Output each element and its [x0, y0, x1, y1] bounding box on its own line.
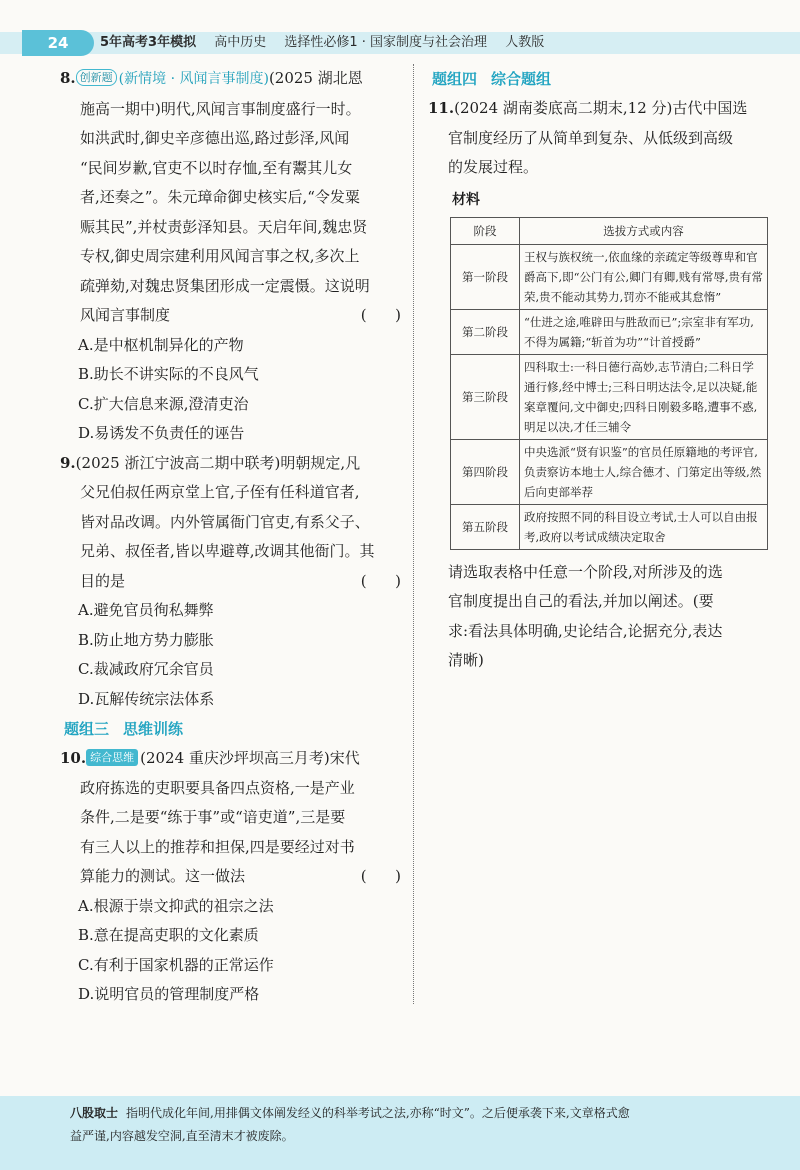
q9-text-2: 父兄伯叔任两京堂上官,子侄有任科道官者,	[80, 483, 360, 501]
q10-text-2: 政府拣选的吏职要具备四点资格,一是产业	[80, 778, 355, 797]
book-series: 5年高考3年模拟	[100, 35, 197, 50]
group-3-name: 思维训练	[123, 720, 184, 738]
group-3-label: 题组三	[64, 720, 110, 738]
table-cell-stage: 第一阶段	[451, 244, 520, 309]
footer-note	[0, 1096, 800, 1170]
table-header-stage: 阶段	[451, 217, 520, 244]
q8-stem-end	[60, 301, 405, 331]
answer-blank[interactable]: ( )	[360, 867, 401, 885]
question-8	[60, 64, 405, 449]
footer-term: 八股取士	[70, 1106, 119, 1120]
footer-line-1	[70, 1102, 770, 1125]
table-cell-content: 政府按照不同的科目设立考试,士人可以自由报考,政府以考试成绩决定取舍	[520, 504, 768, 549]
table-cell-stage: 第五阶段	[451, 504, 520, 549]
q8-context: (新情境 · 风闻言事制度)	[118, 71, 269, 87]
table-cell-content: 中央选派“贤有识鉴”的官员任原籍地的考评官,负责察访本地士人,综合德才、门第定出等级,然后向吏部举荐	[520, 439, 768, 504]
q10-stem-end	[60, 862, 405, 892]
table-cell-content: 王权与族权统一,依血缘的亲疏定等级尊卑和官爵高下,即“公门有公,卿门有卿,贱有常辱,贵有常荣,贵不能动其势力,罚亦不能戒其怠惰”	[520, 244, 768, 309]
right-column	[428, 64, 773, 676]
selection-methods-table	[450, 217, 768, 550]
q8-text-3: 如洪武时,御史辛彦德出巡,路过彭泽,风闻	[80, 129, 350, 147]
q11-number: 11.	[428, 99, 455, 117]
q11-text-3: 的发展过程。	[448, 158, 539, 176]
group-4-name: 综合题组	[491, 70, 552, 88]
q10-number: 10.	[60, 749, 87, 767]
question-11	[428, 94, 773, 676]
q9-text-1: (2025 浙江宁波高二期中联考)明朝规定,凡	[75, 453, 361, 472]
q8-option-c[interactable]: C.扩大信息来源,澄清吏治	[78, 394, 249, 413]
group-4-heading	[432, 64, 773, 94]
q9-text-3: 皆对品改调。内外管属衙门官吏,有系父子、	[80, 512, 370, 531]
footer-text	[70, 1102, 770, 1148]
table-header-row	[451, 217, 768, 244]
q10-option-b[interactable]: B.意在提高吏职的文化素质	[78, 926, 259, 944]
q9-option-d[interactable]: D.瓦解传统宗法体系	[78, 689, 215, 708]
table-row	[451, 244, 768, 309]
page-number: 24	[22, 30, 94, 56]
q8-option-b[interactable]: B.助长不讲实际的不良风气	[78, 365, 259, 383]
q9-text-4: 兄弟、叔侄者,皆以卑避尊,改调其他衙门。其	[80, 542, 375, 560]
q9-option-a[interactable]: A.避免官员徇私舞弊	[78, 601, 214, 619]
q8-option-d[interactable]: D.易诱发不负责任的诬告	[78, 424, 245, 442]
q10-line-1	[60, 744, 405, 774]
q10-text-4: 有三人以上的推荐和担保,四是要经过对书	[80, 837, 355, 856]
innovation-tag: 创新题	[76, 69, 117, 86]
material-title: 材料	[452, 191, 480, 208]
q11-text-1: (2024 湖南娄底高二期末,12 分)古代中国选	[454, 99, 748, 117]
table-row	[451, 309, 768, 354]
q10-option-a[interactable]: A.根源于崇文抑武的祖宗之法	[78, 896, 274, 915]
q8-text-1: (2025 湖北恩	[268, 69, 363, 87]
column-divider	[413, 64, 414, 1004]
q9-number: 9.	[60, 453, 76, 472]
table-header-content: 选拔方式或内容	[520, 217, 768, 244]
q8-number: 8.	[60, 69, 76, 87]
q11-prompt-2: 官制度提出自己的看法,并加以阐述。(要	[448, 592, 714, 610]
table-cell-stage: 第二阶段	[451, 309, 520, 354]
footer-definition-1: 指明代成化年间,用排偶文体阐发经义的科举考试之法,亦称“时文”。之后便承袭下来,文章格式愈	[126, 1106, 630, 1120]
q8-text-6: 赈其民”,并杖责彭泽知县。天启年间,魏忠贤	[80, 217, 368, 236]
q11-prompt-1: 请选取表格中任意一个阶段,对所涉及的选	[448, 562, 723, 581]
q8-text-5: 者,还奏之”。朱元璋命御史核实后,“令发粟	[80, 188, 360, 206]
table-row	[451, 504, 768, 549]
q10-options	[60, 892, 405, 1010]
q10-option-d[interactable]: D.说明官员的管理制度严格	[78, 985, 260, 1003]
q8-option-a[interactable]: A.是中枢机制异化的产物	[78, 335, 244, 354]
group-4-label: 题组四	[432, 70, 478, 88]
table-cell-content: “仕进之途,唯辟田与胜敌而已”;宗室非有军功,不得为属籍;“斩首为功”“计首授爵”	[520, 309, 768, 354]
answer-blank[interactable]: ( )	[360, 571, 401, 590]
q8-options	[60, 331, 405, 449]
group-3-heading	[64, 714, 405, 744]
edition-label: 人教版	[505, 35, 545, 50]
header-title	[100, 32, 544, 54]
q9-text-5: 目的是	[80, 571, 126, 590]
q9-line-1	[60, 449, 405, 479]
q8-text-7: 专权,御史周宗建利用风闻言事之权,多次上	[80, 247, 360, 265]
q9-option-b[interactable]: B.防止地方势力膨胀	[78, 630, 214, 649]
table-row	[451, 439, 768, 504]
q8-text-2: 施高一期中)明代,风闻言事制度盛行一时。	[80, 99, 361, 118]
q11-prompt-3: 求:看法具体明确,史论结合,论据充分,表达	[448, 621, 723, 640]
q8-text-8: 疏弹劾,对魏忠贤集团形成一定震慑。这说明	[80, 276, 370, 295]
subject-label: 高中历史	[214, 35, 267, 50]
footer-definition-2: 益严谨,内容越发空洞,直至清末才被废除。	[70, 1129, 294, 1143]
q9-stem-end	[60, 567, 405, 597]
answer-blank[interactable]: ( )	[360, 306, 401, 324]
table-cell-content: 四科取士:一科日德行高妙,志节清白;二科日学通行修,经中博士;三科日明达法令,足以决疑,能案章覆问,文中御史;四科日刚毅多略,遭事不惑,明足以决,才任三辅令	[520, 354, 768, 439]
q10-option-c[interactable]: C.有利于国家机器的正常运作	[78, 955, 274, 974]
left-column	[60, 64, 405, 1010]
table-row	[451, 354, 768, 439]
q8-line-1	[60, 64, 405, 95]
table-cell-stage: 第三阶段	[451, 354, 520, 439]
q10-text-3: 条件,二是要“练于事”或“谙吏道”,三是要	[80, 808, 346, 826]
q11-text-2: 官制度经历了从简单到复杂、从低级到高级	[448, 128, 734, 147]
q9-options	[60, 596, 405, 714]
q8-text-4: “民间岁歉,官吏不以时存恤,至有鬻其儿女	[80, 158, 353, 177]
q10-text-5: 算能力的测试。这一做法	[80, 867, 246, 885]
q11-prompt	[428, 558, 773, 676]
q11-line-1	[428, 94, 773, 124]
table-cell-stage: 第四阶段	[451, 439, 520, 504]
thinking-tag: 综合思维	[86, 749, 138, 766]
q10-text-1: (2024 重庆沙坪坝高三月考)宋代	[140, 749, 360, 767]
q9-option-c[interactable]: C.裁减政府冗余官员	[78, 660, 214, 678]
book-title: 选择性必修1 · 国家制度与社会治理	[284, 35, 488, 50]
q8-text-9: 风闻言事制度	[80, 306, 171, 324]
question-9	[60, 449, 405, 715]
question-10	[60, 744, 405, 1010]
q11-prompt-4: 清晰)	[448, 651, 484, 669]
